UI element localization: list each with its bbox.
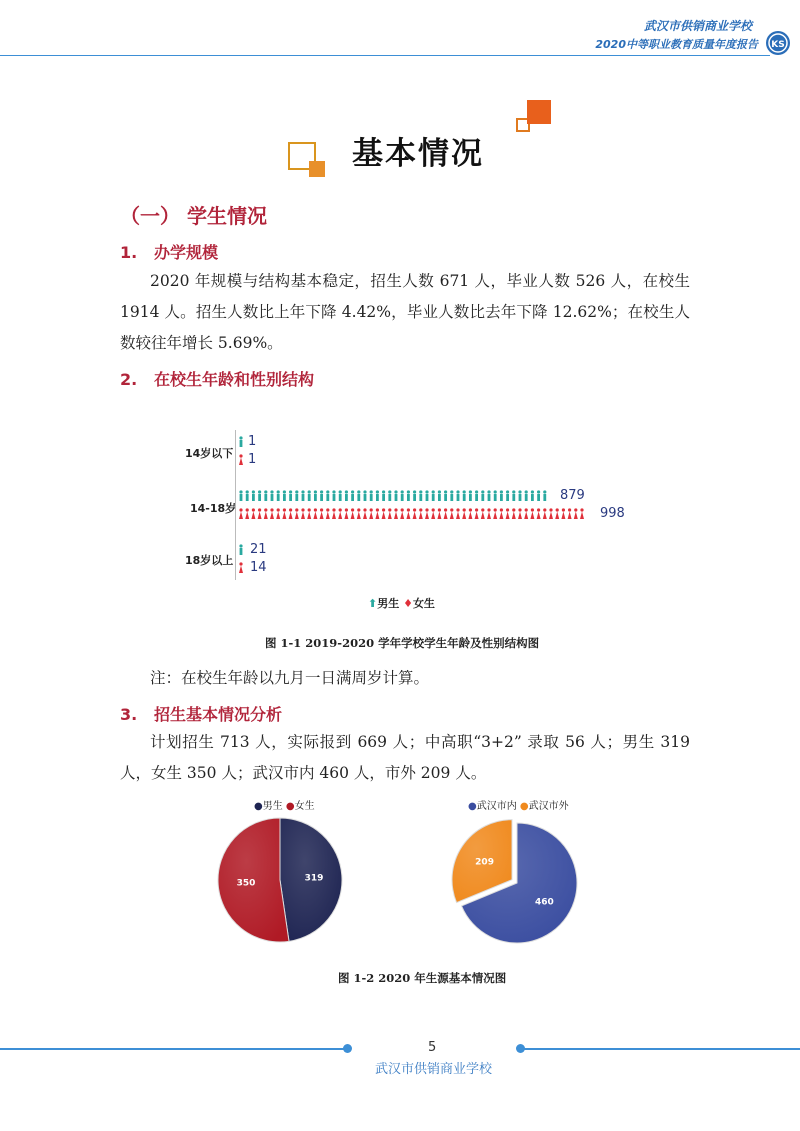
footer-school-name: 武汉市供销商业学校 [375,1062,493,1077]
subsection-heading-1 [120,240,218,263]
pie-value-label: 209 [475,857,494,868]
footer-divider-left [0,1048,347,1050]
header-school-name: 武汉市供销商业学校 [643,19,752,33]
pie-value-label: 319 [304,873,324,884]
chart1-bar-male [239,490,546,501]
chart1-bar-female [239,454,243,465]
subsection-label: 办学规模 [154,243,219,262]
title-deco-square-fill-2 [527,100,551,124]
chart1-value-label: 879 [560,488,585,503]
footer-dot-icon [343,1044,352,1053]
subsection-number: 3. [120,705,138,724]
page-title: 基本情况 [352,136,484,172]
legend-label: 女生 [294,801,315,812]
chart1-value-label: 21 [250,542,267,557]
section-heading: （一） 学生情况 [120,204,267,228]
legend-label: 武汉市外 [528,801,569,812]
legend-label: 男生 [262,801,283,812]
chart1-category-label: 14-18岁 [190,502,237,515]
chart1-bar-male [239,436,242,447]
note-text: 注：在校生年龄以九月一日满周岁计算。 [150,669,430,687]
subsection-heading-3 [120,702,282,725]
origin-pie-chart [440,815,585,950]
chart1-legend [368,595,435,611]
chart1-bar-female [239,508,584,519]
footer-dot-icon [516,1044,525,1053]
chart1-bar-female [239,562,243,573]
page-number: 5 [428,1040,437,1055]
chart1-category-label: 14岁以下 [185,447,234,460]
pie-value-label: 350 [236,878,256,889]
subsection-number: 2. [120,370,138,389]
chart1-category-label: 18岁以上 [185,554,234,567]
paragraph-enrollment: 计划招生 713 人，实际报到 669 人；中高职“3+2” 录取 56 人；男生 319 人，女生 350 人；武汉市内 460 人，市外 209 人。 [120,733,690,782]
subsection-label: 在校生年龄和性别结构 [154,370,315,389]
title-deco-square-fill [309,161,325,177]
pie-value-label: 460 [535,897,554,908]
legend-label: 女生 [412,597,435,610]
legend-label: 男生 [377,597,400,610]
subsection-number: 1. [120,243,138,262]
figure-caption-2: 图 1-2 2020 年生源基本情况图 [338,971,507,985]
chart1-value-label: 14 [250,560,267,575]
chart1-value-label: 1 [248,452,257,467]
pie1-legend: ●男生 ●女生 [254,801,315,812]
chart1-value-label: 998 [600,506,625,521]
footer-divider-right [522,1048,800,1050]
legend-label: 武汉市内 [476,801,517,812]
header-divider [0,55,770,56]
logo-text: KS [771,40,785,50]
paragraph-scale: 2020 年规模与结构基本稳定，招生人数 671 人，毕业人数 526 人，在校生 1914 人。招生人数比上年下降 4.42%，毕业人数比去年下降 12.62%；在校生人数较往年增长 5.69%。 [120,272,690,352]
chart1-bar-male [239,544,242,555]
subsection-label: 招生基本情况分析 [154,705,283,724]
female-marker-icon: ♦ [403,597,413,610]
age-gender-chart [236,430,636,580]
gender-pie-chart [210,815,350,950]
male-marker-icon: ⬆ [368,597,378,610]
subsection-heading-2 [120,367,314,390]
header-report-title: 2020中等职业教育质量年度报告 [595,38,758,51]
pie2-legend: ●武汉市内 ●武汉市外 [468,801,569,812]
school-logo-icon [765,30,791,56]
chart1-value-label: 1 [248,434,257,449]
figure-caption-1: 图 1-1 2019-2020 学年学校学生年龄及性别结构图 [265,636,540,650]
